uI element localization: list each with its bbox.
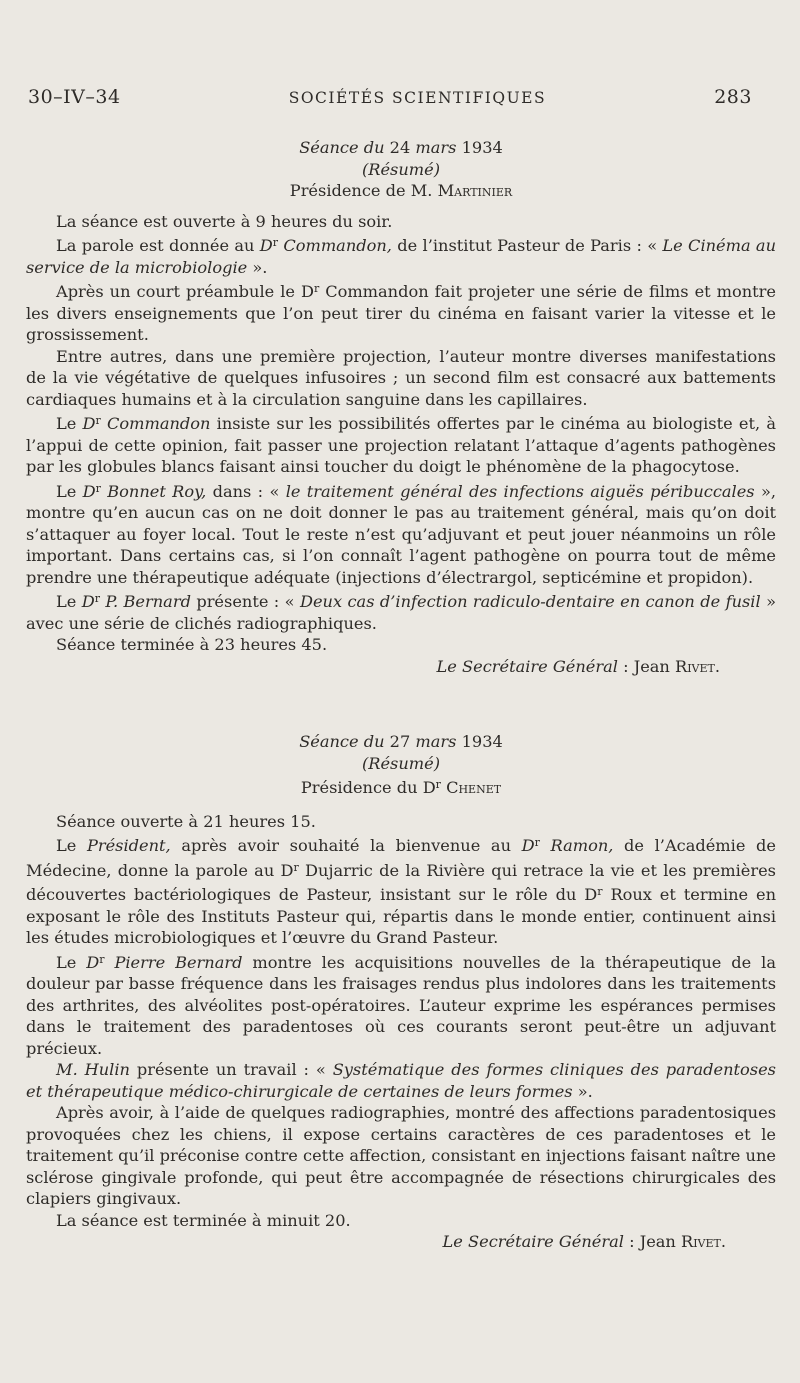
session-heading (26, 731, 776, 799)
session-title-year: 1934 (456, 732, 503, 751)
presidence-name: Martinier (437, 181, 513, 200)
text-run: ». (247, 257, 268, 277)
text-run: de l’Académie de Médecine, donne la parole au D (26, 836, 776, 880)
talk-title: Deux cas d’infection radiculo-dentaire en canon de fusil (299, 592, 761, 611)
text-run: : (623, 1232, 640, 1251)
paragraph (26, 832, 776, 949)
text-run: Le (56, 481, 83, 501)
superscript: r (313, 282, 320, 295)
paragraph (26, 478, 776, 589)
speaker-name: Bonnet Roy, (100, 481, 207, 501)
speaker-name: M. Hulin (56, 1060, 130, 1079)
signature-role: Le Secrétaire Général (436, 656, 618, 676)
superscript: r (99, 952, 105, 966)
paragraph (26, 410, 776, 478)
presidence-name: Chenet (440, 778, 502, 797)
superscript: r (95, 481, 101, 495)
paragraph (26, 278, 776, 346)
speaker-name: Ramon, (539, 836, 614, 855)
session-presidence (26, 774, 776, 799)
session-title-day: 27 (384, 732, 416, 751)
text-run: Le (56, 592, 82, 611)
session-27-march (26, 731, 776, 1253)
paragraph: Entre autres, dans une première projection, l’auteur montre diverses manifestations de la vie végétative de quelques infusoires ; un second film est consacré aux battements cardiaques humains et à la circulation sanguine dans les capillaires. (26, 346, 776, 409)
superscript: r (534, 836, 540, 849)
text-run: Le (56, 952, 87, 972)
superscript: r (597, 885, 603, 898)
text-run: La parole est donnée au (56, 236, 260, 255)
paragraph (26, 1059, 776, 1102)
session-title-day: 24 (384, 138, 416, 157)
header-title: SOCIÉTÉS SCIENTIFIQUES (288, 89, 547, 107)
doctor-abbrev: D (82, 481, 96, 501)
superscript: r (95, 414, 101, 427)
running-header (28, 86, 752, 108)
session-presidence (26, 180, 776, 202)
paragraph: La séance est ouverte à 9 heures du soir. (56, 211, 393, 231)
paragraph (26, 949, 776, 1060)
text-run: » avec une série de clichés radiographiques. (26, 592, 776, 633)
session-title (26, 731, 776, 753)
header-date: 30–IV–34 (28, 86, 121, 108)
signature (26, 656, 776, 678)
paragraph: Après avoir, à l’aide de quelques radiographies, montré des affections paradentosiques provoquées chez les chiens, il expose certains caractères de ces paradentoses et le traitement qu’il préconise contre cette affection, consistant en injections faisant naître une sclérose gingivale profonde, qui peut être accompagnée de résections chirurgicales des clapiers gingivaux. (26, 1103, 776, 1208)
session-subtitle: (Résumé) (361, 753, 441, 773)
text-run: Roux et termine en exposant le rôle des Instituts Pasteur qui, répartis dans le monde entier, continuent ainsi les études microbiologiques et l’œuvre du Grand Pasteur. (26, 885, 777, 947)
doctor-abbrev: D (81, 592, 95, 611)
text-run: ». (572, 1081, 593, 1101)
text-run: dans : « (206, 481, 286, 501)
speaker-name: Commandon, (278, 236, 392, 255)
text-run: montre les acquisitions nouvelles de la thérapeutique de la douleur par basse fréquence dans les fraisages rendus plus indolores dans les traitements des arthrites, des alvéolites post-opératoires. L’auteur exprime les espérances permises dans le traitement des paradentoses où ces courants seront peut-être un adjuvant précieux. (26, 952, 777, 1058)
speaker-name: Président, (86, 836, 171, 855)
presidence-prefix: Présidence du D (300, 778, 436, 797)
session-title-prefix: Séance du (299, 732, 385, 751)
session-title-month: mars (415, 732, 457, 751)
speaker-name: Pierre Bernard (104, 952, 243, 972)
session-title-month: mars (415, 138, 457, 157)
doctor-abbrev: D (82, 414, 96, 433)
talk-title: Le Cinéma au service de la microbiologie (26, 236, 777, 277)
session-title-prefix: Séance du (299, 138, 385, 157)
doctor-abbrev: D (259, 236, 273, 255)
text-run: Le (56, 836, 87, 855)
text-run: présente un travail : « (129, 1060, 333, 1079)
session-subtitle: (Résumé) (361, 159, 441, 179)
session-title (26, 137, 776, 159)
superscript: r (272, 236, 279, 249)
paragraph: La séance est terminée à minuit 20. (56, 1210, 351, 1230)
page-number: 283 (714, 86, 752, 108)
text-run: : (617, 656, 634, 676)
signature-role: Le Secrétaire Général (442, 1232, 624, 1251)
signature (26, 1231, 776, 1253)
doctor-abbrev: D (86, 952, 100, 972)
superscript: r (293, 860, 299, 874)
speaker-name: Commandon (100, 414, 211, 433)
signature-first-name: Jean (633, 656, 675, 676)
superscript: r (94, 592, 100, 605)
talk-title: Systématique des formes cliniques des paradentoses et thérapeutique médico-chirurgicale de certaines de leurs formes (26, 1060, 776, 1101)
superscript: r (435, 778, 441, 791)
text-run: », montre qu’en aucun cas on ne doit donner le pas au traitement général, mais qu’on doit s’attaquer au foyer local. Tout le reste n’est qu’adjuvant et peut jouer néanmoins un rôle important. Dans certains cas, si l’on connaît l’agent pathogène on pourra tout de même prendre une thérapeutique adéquate (injections d’électrargol, septicémine et propidon). (26, 481, 776, 587)
paragraph (26, 232, 776, 278)
signature-last-name: Rivet. (681, 1232, 726, 1251)
doctor-abbrev: D (521, 836, 535, 855)
signature-first-name: Jean (639, 1232, 681, 1251)
text-run: Commandon fait projeter une série de films et montre les divers enseignements que l’on peut tirer du cinéma en faisant varier la vitesse et le grossissement. (26, 282, 776, 344)
session-heading (26, 137, 776, 202)
text-run: présente : « (190, 592, 300, 611)
paragraph: Séance terminée à 23 heures 45. (56, 635, 328, 654)
text-run: de l’institut Pasteur de Paris : « (391, 236, 663, 255)
text-run: Après un court préambule le D (56, 282, 314, 301)
text-run: Dujarric de la Rivière qui retrace la vie et les premières découvertes bactériologiques de Pasteur, insistant sur le rôle du D (26, 860, 776, 904)
signature-last-name: Rivet. (675, 656, 720, 676)
presidence-prefix: Présidence de M. (289, 181, 438, 200)
text-run: Le (56, 414, 83, 433)
paragraph (26, 588, 776, 634)
session-title-year: 1934 (456, 138, 503, 157)
text-run: insiste sur les possibilités offertes par le cinéma au biologiste et, à l’appui de cette opinion, fait passer une projection relatant l’attaque d’agents pathogènes par les globules blancs faisant ainsi toucher du doigt le phénomène de la phagocytose. (26, 414, 776, 476)
paragraph: Séance ouverte à 21 heures 15. (56, 811, 316, 831)
session-24-march (26, 137, 776, 677)
text-run: après avoir souhaité la bienvenue au (170, 836, 522, 855)
talk-title: le traitement général des infections aiguës péribuccales (285, 481, 755, 501)
speaker-name: P. Bernard (99, 592, 191, 611)
